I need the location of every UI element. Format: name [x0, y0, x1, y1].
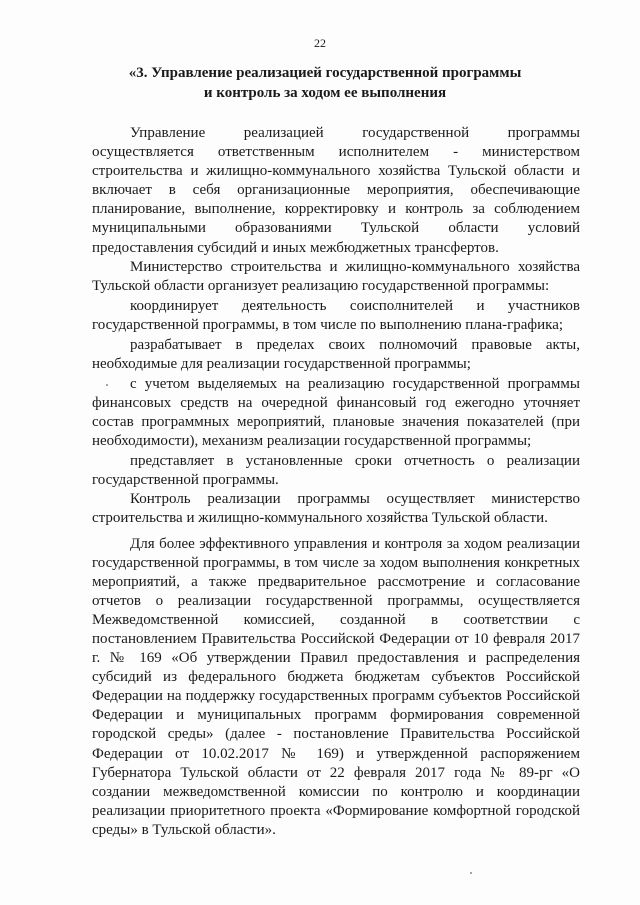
section-heading	[80, 63, 570, 103]
section-heading-line-1: «3. Управление реализацией государственной программы	[128, 65, 522, 81]
section-heading-line-2: и контроль за ходом ее выполнения	[203, 85, 447, 101]
paragraph-develops-acts: разрабатывает в пределах своих полномочий правовые акты, необходимые для реализации государственной программы;	[92, 336, 580, 372]
page-number: 22	[314, 36, 326, 50]
paragraph-commission: Для более эффективного управления и контроля за ходом реализации государственной программы, в том числе за ходом выполнения конкретных мероприятий, а также предварительное рассмотрение и согласование отчетов о реализации государственной программы, осуществляется Межведомственной комиссией, созданной в соответствии с постановлением Правительства Российской Федерации от 10 февраля 2017 г. № 169 «Об утверждении Правил предоставления и распределения субсидий из федерального бюджета бюджетам субъектов Российской Федерации на поддержку государственных программ субъектов Российской Федерации и муниципальных программ формирования современной городской среды» (далее - постановление Правительства Российской Федерации от 10.02.2017 № 169) и утвержденной распоряжением Губернатора Тульской области от 22 февраля 2017 года № 89-рг «О создании межведомственной комиссии по контролю и координации реализации приоритетного проекта «Формирование комфортной городской среды» в Тульской области».	[92, 535, 580, 838]
paragraph-clarifies-activities: с учетом выделяемых на реализацию государственной программы финансовых средств на очередной финансовый год ежегодно уточняет состав программных мероприятий, плановые значения показателей (при необходимости), механизм реализации государственной программы;	[92, 375, 580, 449]
paragraph-reporting: представляет в установленные сроки отчетность о реализации государственной программы.	[92, 452, 580, 488]
scan-speck	[470, 872, 472, 874]
scan-speck	[106, 384, 108, 386]
paragraph-management: Управление реализацией государственной программы осуществляется ответственным исполнителем - министерством строительства и жилищно-коммунального хозяйства Тульской области и включает в себя организационные мероприятия, обеспечивающие планирование, выполнение, корректировку и контроль за соблюдением муниципальными образованиями Тульской области условий предоставления субсидий и иных межбюджетных трансфертов.	[92, 125, 580, 256]
paragraph-coordinates: координирует деятельность соисполнителей и участников государственной программы, в том числе по выполнению плана-графика;	[92, 298, 580, 334]
paragraph-ministry-organizes: Министерство строительства и жилищно-коммунального хозяйства Тульской области организует реализацию государственной программы:	[92, 259, 580, 295]
document-body	[92, 124, 580, 840]
paragraph-control: Контроль реализации программы осуществляет министерство строительства и жилищно-коммунального хозяйства Тульской области.	[92, 491, 580, 527]
